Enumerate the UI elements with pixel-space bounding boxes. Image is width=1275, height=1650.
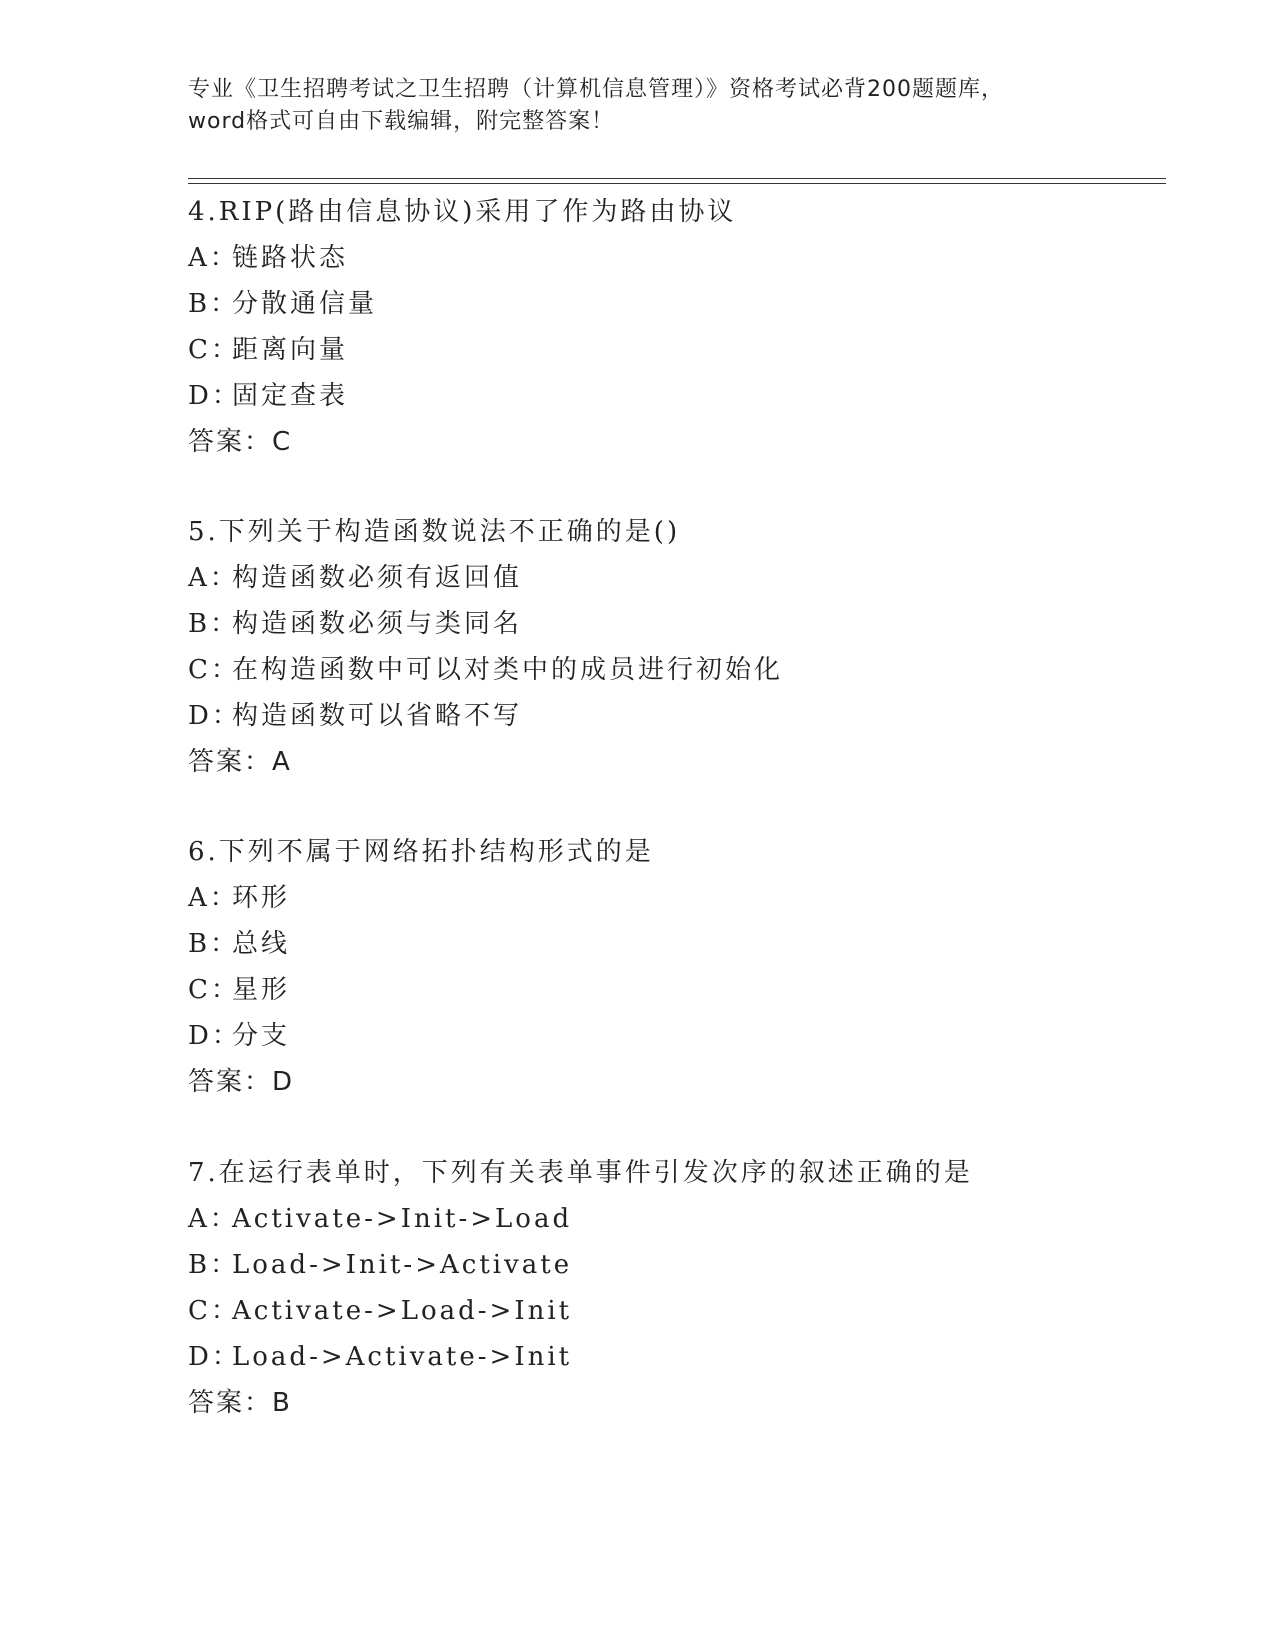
option-letter: B： [188,1250,240,1280]
header-line-2: word格式可自由下载编辑，附完整答案！ [188,109,615,134]
header-divider-bottom [188,183,1166,184]
option-text: 距离向量 [232,335,349,365]
option-letter: A： [188,563,239,593]
document-header [188,74,1118,138]
option-text: 链路状态 [232,243,349,273]
option-letter: A： [188,1204,239,1234]
answer-line: 答案：A [188,747,292,777]
option-text: 构造函数必须有返回值 [232,563,523,593]
question-stem: 6.下列不属于网络拓扑结构形式的是 [188,837,654,867]
option-text: 分散通信量 [232,289,378,319]
option-c [188,967,1148,1013]
option-d [188,693,1148,739]
question-block [188,189,1148,465]
option-c [188,327,1148,373]
option-letter: C： [188,1296,240,1326]
question-stem: 4.RIP(路由信息协议)采用了作为路由协议 [188,197,737,227]
option-letter: B： [188,929,240,959]
option-c [188,1288,1148,1334]
option-letter: B： [188,289,240,319]
option-text: Activate->Init->Load [232,1204,573,1234]
option-letter: D： [188,381,241,411]
question-stem: 7.在运行表单时，下列有关表单事件引发次序的叙述正确的是 [188,1158,973,1188]
option-text: 固定查表 [232,381,349,411]
question-block [188,1150,1148,1426]
option-d [188,373,1148,419]
option-letter: C： [188,335,240,365]
answer-line: 答案：D [188,1067,295,1097]
option-letter: D： [188,1342,241,1372]
option-b [188,1242,1148,1288]
option-letter: C： [188,655,240,685]
option-letter: A： [188,883,239,913]
option-text: Load->Activate->Init [232,1342,573,1372]
option-text: 星形 [232,975,291,1005]
header-line-1: 专业《卫生招聘考试之卫生招聘（计算机信息管理）》资格考试必背200题题库， [188,77,1004,102]
option-d [188,1334,1148,1380]
option-b [188,921,1148,967]
option-text: 构造函数可以省略不写 [232,701,523,731]
option-letter: B： [188,609,240,639]
option-text: 在构造函数中可以对类中的成员进行初始化 [232,655,784,685]
question-stem: 5.下列关于构造函数说法不正确的是() [188,517,681,547]
option-b [188,601,1148,647]
option-d [188,1013,1148,1059]
option-text: Load->Init->Activate [232,1250,573,1280]
answer-line: 答案：C [188,427,293,457]
option-a [188,1196,1148,1242]
question-block [188,509,1148,785]
option-c [188,647,1148,693]
option-text: Activate->Load->Init [232,1296,573,1326]
option-a [188,875,1148,921]
option-letter: D： [188,1021,241,1051]
option-letter: C： [188,975,240,1005]
header-divider-top [188,178,1166,179]
option-text: 环形 [232,883,291,913]
option-a [188,235,1148,281]
option-text: 总线 [232,929,291,959]
answer-line: 答案：B [188,1388,292,1418]
option-a [188,555,1148,601]
option-b [188,281,1148,327]
option-letter: D： [188,701,241,731]
option-letter: A： [188,243,239,273]
question-block [188,829,1148,1105]
option-text: 构造函数必须与类同名 [232,609,523,639]
option-text: 分支 [232,1021,291,1051]
